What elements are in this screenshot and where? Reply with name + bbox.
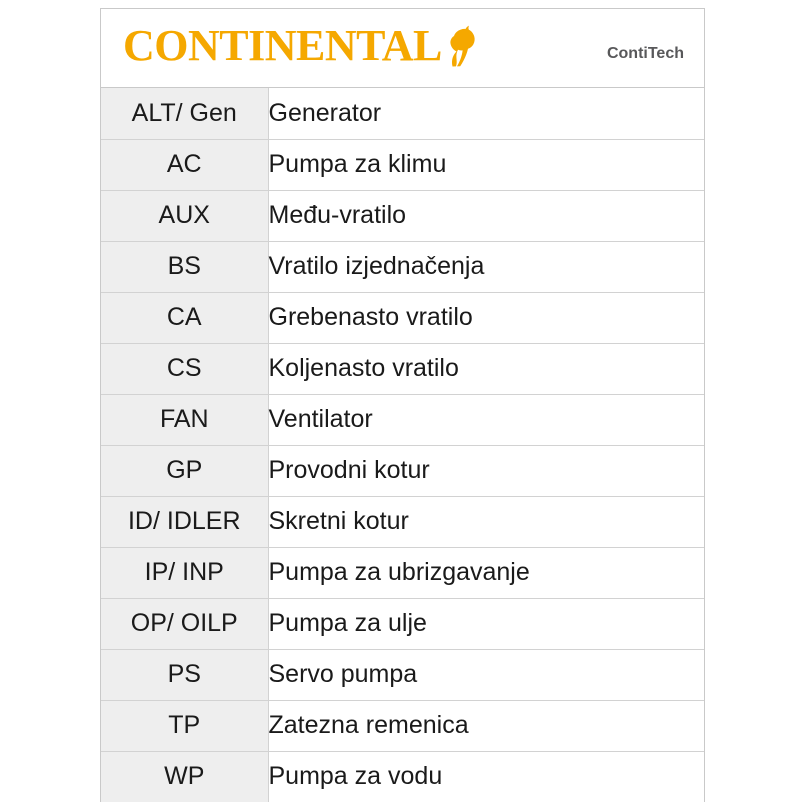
term-cell: Pumpa za ulje bbox=[268, 598, 704, 649]
abbreviation-cell: TP bbox=[101, 700, 268, 751]
abbreviation-cell: ID/ IDLER bbox=[101, 496, 268, 547]
table-row bbox=[101, 547, 704, 598]
term-cell: Provodni kotur bbox=[268, 445, 704, 496]
abbreviation-cell: IP/ INP bbox=[101, 547, 268, 598]
table-row bbox=[101, 751, 704, 802]
term-cell: Pumpa za ubrizgavanje bbox=[268, 547, 704, 598]
table-row bbox=[101, 394, 704, 445]
table-row bbox=[101, 88, 704, 139]
table-row bbox=[101, 190, 704, 241]
term-cell: Zatezna remenica bbox=[268, 700, 704, 751]
brand-header bbox=[101, 9, 704, 88]
term-cell: Koljenasto vratilo bbox=[268, 343, 704, 394]
table-row bbox=[101, 649, 704, 700]
abbreviation-cell: BS bbox=[101, 241, 268, 292]
term-cell: Među-vratilo bbox=[268, 190, 704, 241]
abbreviation-cell: GP bbox=[101, 445, 268, 496]
abbreviation-cell: OP/ OILP bbox=[101, 598, 268, 649]
table-row bbox=[101, 700, 704, 751]
abbreviation-cell: ALT/ Gen bbox=[101, 88, 268, 139]
sub-brand-label: ContiTech bbox=[606, 45, 684, 62]
term-cell: Generator bbox=[268, 88, 704, 139]
abbreviation-cell: PS bbox=[101, 649, 268, 700]
abbreviation-cell: FAN bbox=[101, 394, 268, 445]
term-cell: Servo pumpa bbox=[268, 649, 704, 700]
abbreviation-table bbox=[101, 88, 704, 802]
continental-logo bbox=[123, 23, 478, 69]
table-body bbox=[101, 88, 704, 802]
horse-icon bbox=[444, 25, 478, 67]
table-row bbox=[101, 139, 704, 190]
table-row bbox=[101, 343, 704, 394]
table-row bbox=[101, 496, 704, 547]
term-cell: Grebenasto vratilo bbox=[268, 292, 704, 343]
abbreviation-cell: AUX bbox=[101, 190, 268, 241]
abbreviation-cell: WP bbox=[101, 751, 268, 802]
term-cell: Ventilator bbox=[268, 394, 704, 445]
term-cell: Pumpa za vodu bbox=[268, 751, 704, 802]
term-cell: Vratilo izjednačenja bbox=[268, 241, 704, 292]
abbreviation-cell: CS bbox=[101, 343, 268, 394]
table-row bbox=[101, 445, 704, 496]
table-row bbox=[101, 241, 704, 292]
term-cell: Skretni kotur bbox=[268, 496, 704, 547]
table-row bbox=[101, 292, 704, 343]
brand-wordmark: CONTINENTAL bbox=[123, 21, 442, 70]
abbreviation-cell: AC bbox=[101, 139, 268, 190]
table-row bbox=[101, 598, 704, 649]
abbreviation-cell: CA bbox=[101, 292, 268, 343]
term-cell: Pumpa za klimu bbox=[268, 139, 704, 190]
glossary-sheet bbox=[100, 8, 705, 802]
